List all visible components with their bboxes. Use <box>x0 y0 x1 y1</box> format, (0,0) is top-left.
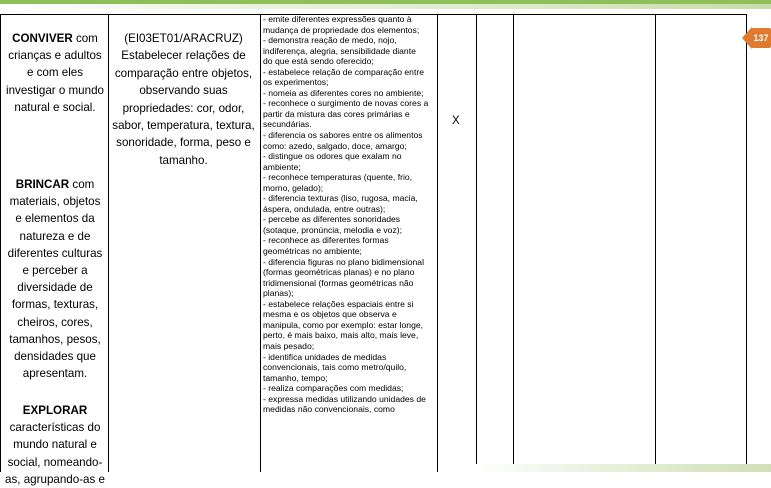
skill-line: manipula, como por exemplo: estar longe, <box>263 319 424 330</box>
objective-line: sonoridade, forma, peso e <box>116 136 251 150</box>
right-conviver <box>2 30 108 116</box>
right-explorar-line: mundo natural e <box>13 438 97 452</box>
right-brincar-line: natureza e de <box>19 229 91 243</box>
table-col-border-3 <box>437 14 438 472</box>
skill-line: - diferencia figuras no plano bidimensional <box>263 256 424 267</box>
skill-line: planas); <box>263 288 294 299</box>
objective-code: (EI03ET01/ARACRUZ) <box>124 32 243 45</box>
skill-line: - nomeia as diferentes cores no ambiente; <box>263 87 424 98</box>
right-brincar <box>2 176 108 382</box>
check-mark: X <box>452 115 460 127</box>
objective-line: sabor, temperatura, textura, <box>112 119 255 133</box>
skill-line: tamanho, tempo; <box>263 372 328 383</box>
skill-line: - distingue os odores que exalam no <box>263 151 402 162</box>
right-brincar-line: materiais, objetos <box>9 195 101 209</box>
skill-line: geométricas no ambiente; <box>263 246 362 257</box>
skill-line: perto, é mais baixo, mais alto, mais leve, <box>263 330 419 341</box>
skill-line: os experimentos; <box>263 77 329 88</box>
skill-line: do que está sendo oferecido; <box>263 56 374 67</box>
skills-column <box>263 14 435 415</box>
bottom-decoration <box>470 464 771 472</box>
right-brincar-line: densidades que <box>14 350 96 364</box>
right-explorar-line: características do <box>9 421 101 435</box>
right-conviver-line: com <box>72 32 98 45</box>
right-brincar-line: tamanhos, pesos, <box>9 332 101 346</box>
skill-line: - expressa medidas utilizando unidades de <box>263 393 426 404</box>
skill-line: como: azedo, salgado, doce, amargo; <box>263 140 407 151</box>
table-col-border-6 <box>655 14 656 472</box>
skill-line: - reconhece temperaturas (quente, frio, <box>263 172 413 183</box>
skill-line: - diferencia texturas (liso, rugosa, macia, <box>263 193 418 204</box>
table-col-border-4 <box>476 14 477 472</box>
table-col-border-0 <box>0 14 1 472</box>
right-explorar-line: as, agrupando-as e <box>5 472 105 486</box>
right-brincar-line: diferentes culturas <box>7 246 103 260</box>
objective-line: observando suas <box>139 84 228 98</box>
right-conviver-line: crianças e adultos <box>8 49 102 63</box>
skill-line: - identifica unidades de medidas <box>263 351 387 362</box>
right-brincar-line: com <box>69 178 95 191</box>
right-brincar-line: formas, texturas, <box>11 298 99 312</box>
table-col-border-7 <box>746 14 747 472</box>
skill-line: (formas geométricas planas) e no plano <box>263 267 415 278</box>
table-col-border-2 <box>260 14 261 472</box>
right-brincar-line: e perceber a <box>22 264 88 278</box>
skill-line: mais pesado; <box>263 340 315 351</box>
skill-line: tridimensional (formas geométricas não <box>263 277 414 288</box>
right-conviver-line: investigar o mundo <box>6 83 104 97</box>
skill-line: partir da mistura das cores primárias e <box>263 108 410 119</box>
skill-line: convencionais, tais como metro/quilo, <box>263 362 407 373</box>
right-explorar <box>2 402 108 488</box>
right-brincar-title: BRINCAR <box>15 178 70 191</box>
page-number-badge <box>742 27 771 49</box>
right-explorar-line: social, nomeando- <box>7 455 103 469</box>
skill-line: - reconhece as diferentes formas <box>263 235 389 246</box>
skill-line: secundárias. <box>263 119 312 130</box>
skill-line: (sotaque, pronúncia, melodia e voz); <box>263 224 403 235</box>
skill-line: mudança de propriedade dos elementos; <box>263 24 420 35</box>
right-brincar-line: diversidade de <box>17 281 93 295</box>
skill-line: - diferencia os sabores entre os alimentos <box>263 130 423 141</box>
skill-line: morno, gelado); <box>263 182 324 193</box>
table-col-border-5 <box>513 14 514 472</box>
skill-line: - realiza comparações com medidas; <box>263 383 404 394</box>
objective-column <box>110 30 257 169</box>
objective-line: comparação entre objetos, <box>114 66 253 80</box>
page-number: 137 <box>751 28 771 48</box>
top-decoration-band <box>0 0 771 9</box>
right-explorar-title: EXPLORAR <box>22 404 88 417</box>
skill-line: áspera, ondulada, entre outras); <box>263 203 386 214</box>
skill-line: mesma e os objetos que observa e <box>263 309 397 320</box>
right-brincar-line: apresentam. <box>22 367 88 381</box>
skill-line: - percebe as diferentes sonoridades <box>263 214 401 225</box>
curriculum-table <box>0 14 747 486</box>
skill-line: indiferença, alegria, sensibilidade diante <box>263 45 416 56</box>
objective-line: Estabelecer relações de <box>121 49 246 63</box>
right-conviver-line: e com eles <box>26 66 84 80</box>
right-brincar-line: e elementos da <box>15 212 95 226</box>
skill-line: - emite diferentes expressões quanto à <box>263 14 412 24</box>
skill-line: - demonstra reação de medo, nojo, <box>263 35 397 46</box>
right-conviver-line: natural e social. <box>14 100 96 114</box>
skill-line: - estabelece relação de comparação entre <box>263 66 424 77</box>
objective-line: propriedades: cor, odor, <box>122 101 245 115</box>
right-brincar-line: cheiros, cores, <box>17 315 93 329</box>
table-col-border-1 <box>108 14 109 472</box>
right-conviver-title: CONVIVER <box>12 32 73 45</box>
objective-line: tamanho. <box>159 153 208 167</box>
skill-line: - reconhece o surgimento de novas cores a <box>263 98 429 109</box>
top-pale-stripe <box>0 4 771 9</box>
skill-line: ambiente; <box>263 161 301 172</box>
skill-line: - estabelece relações espaciais entre si <box>263 298 414 309</box>
skill-line: medidas não convencionais, como <box>263 404 395 415</box>
